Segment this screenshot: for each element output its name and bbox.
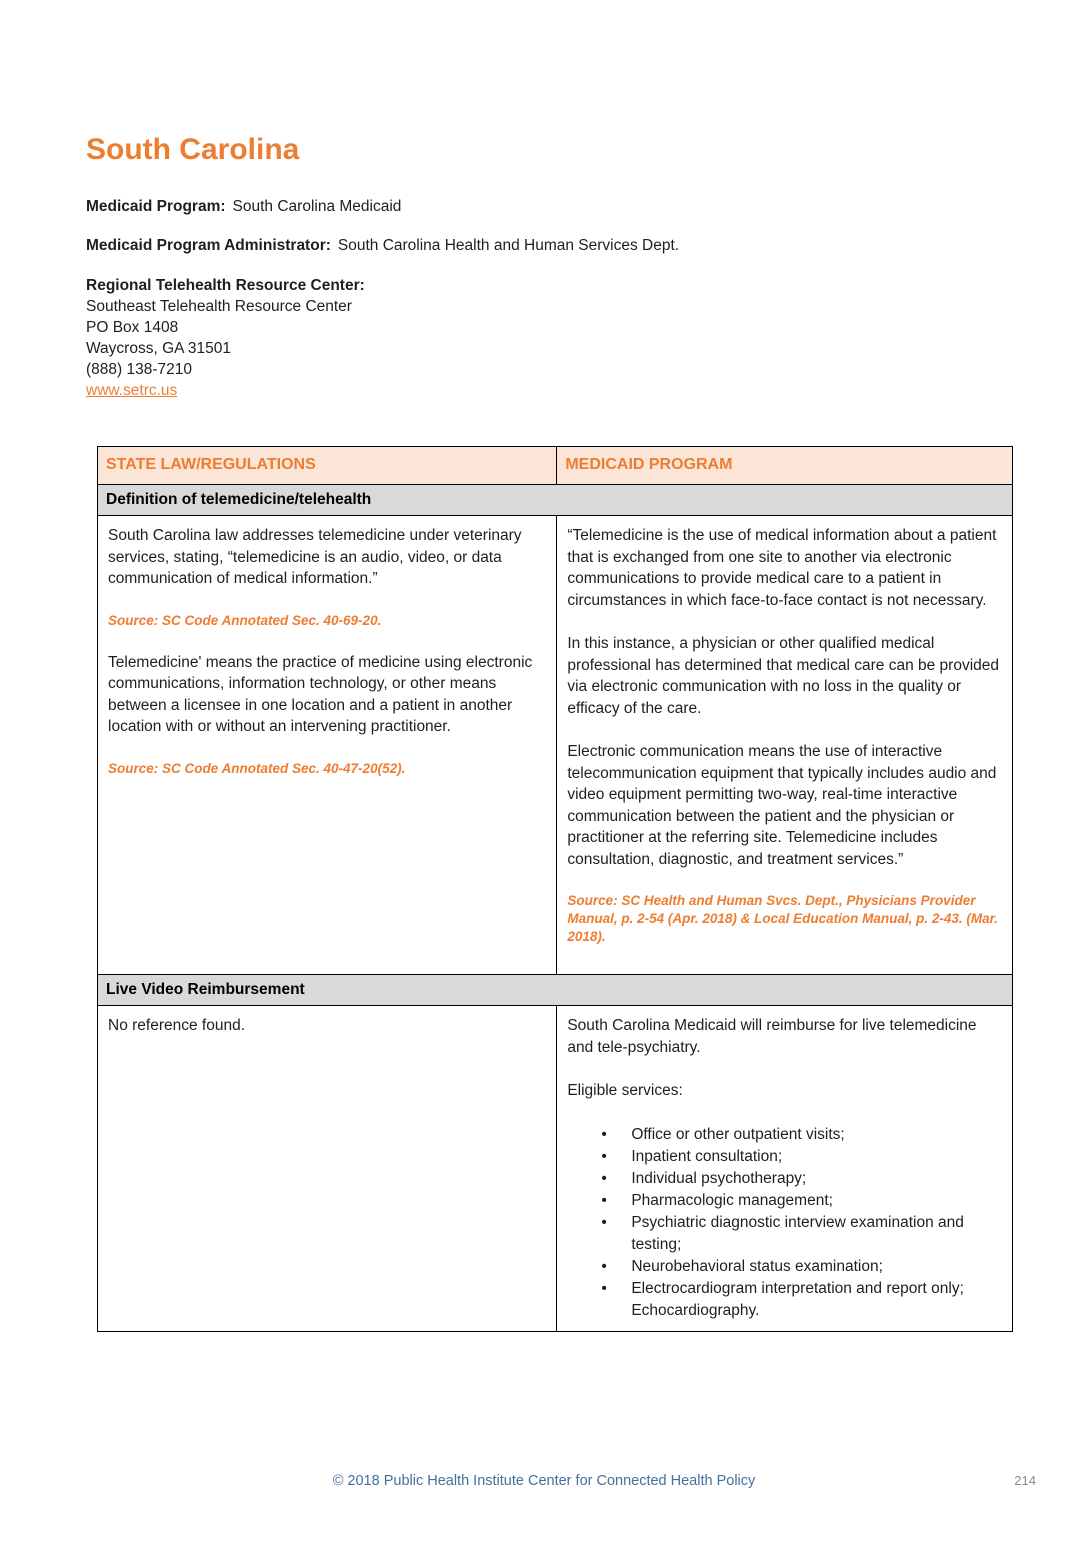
table-header-row bbox=[98, 447, 1013, 485]
list-item bbox=[601, 1212, 1002, 1256]
source-citation: Source: SC Code Annotated Sec. 40-47-20(52). bbox=[108, 760, 406, 776]
paragraph: South Carolina law addresses telemedicine under veterinary services, stating, “telemedicine is an audio, video, or data communication of medical information.” bbox=[108, 527, 522, 587]
program-info-block bbox=[86, 196, 1088, 401]
list-item bbox=[601, 1190, 1002, 1212]
list-item bbox=[601, 1146, 1002, 1168]
list-item bbox=[601, 1278, 1002, 1322]
table-row-definition-content bbox=[98, 516, 1013, 975]
medicaid-program-line bbox=[86, 196, 1088, 217]
list-item bbox=[601, 1168, 1002, 1190]
rtrc-city: Waycross, GA 31501 bbox=[86, 340, 232, 357]
column-header-state-law: STATE LAW/REGULATIONS bbox=[98, 447, 557, 485]
list-item bbox=[601, 1256, 1002, 1278]
definition-state-law-cell bbox=[98, 516, 557, 975]
definition-medicaid-cell bbox=[557, 516, 1013, 975]
rtrc-phone: (888) 138-7210 bbox=[86, 361, 192, 378]
administrator-label: Medicaid Program Administrator: bbox=[86, 237, 331, 254]
section-row-definition bbox=[98, 485, 1013, 516]
table-row-live-video-content bbox=[98, 1006, 1013, 1332]
bullet-icon: • bbox=[601, 1257, 607, 1275]
list-item-text: Office or other outpatient visits; bbox=[631, 1125, 845, 1143]
paragraph: In this instance, a physician or other qualified medical professional has determined that medical care can be provided via electronic communication with no loss in the quality or efficacy of the care. bbox=[567, 635, 999, 717]
live-video-medicaid-cell bbox=[557, 1006, 1013, 1332]
source-citation: Source: SC Code Annotated Sec. 40-69-20. bbox=[108, 612, 382, 628]
footer-copyright: © 2018 Public Health Institute Center for Connected Health Policy bbox=[332, 1473, 756, 1489]
bullet-icon: • bbox=[601, 1169, 607, 1187]
section-row-live-video bbox=[98, 975, 1013, 1006]
rtrc-name: Southeast Telehealth Resource Center bbox=[86, 298, 352, 315]
page-title: South Carolina bbox=[86, 133, 300, 166]
paragraph: South Carolina Medicaid will reimburse for live telemedicine and tele-psychiatry. bbox=[567, 1017, 977, 1056]
policy-table bbox=[97, 446, 1013, 1332]
list-item-text: Psychiatric diagnostic interview examination and testing; bbox=[631, 1213, 964, 1253]
eligible-services-list bbox=[567, 1124, 1002, 1322]
administrator-value: South Carolina Health and Human Services Dept. bbox=[337, 237, 680, 254]
paragraph: Electronic communication means the use of interactive telecommunication equipment that typically includes audio and video equipment permitting two-way, real-time interactive communication between the patient and the physician or practitioner at the referring site. Telemedicine includes consultation, diagnostic, and treatment services.” bbox=[567, 743, 997, 868]
bullet-icon: • bbox=[601, 1125, 607, 1143]
list-item-text: Neurobehavioral status examination; bbox=[631, 1257, 883, 1275]
source-citation: Source: SC Health and Human Svcs. Dept., Physicians Provider Manual, p. 2-54 (Apr. 2018) & Local Education Manual, p. 2-43. (Mar. 2018). bbox=[567, 893, 998, 944]
list-item-text: Pharmacologic management; bbox=[631, 1191, 833, 1209]
section-title-definition: Definition of telemedicine/telehealth bbox=[98, 485, 1013, 516]
page-number: 214 bbox=[1014, 1473, 1036, 1488]
list-item-text: Individual psychotherapy; bbox=[631, 1169, 807, 1187]
administrator-line bbox=[86, 235, 1088, 256]
bullet-icon: • bbox=[601, 1147, 607, 1165]
medicaid-program-value: South Carolina Medicaid bbox=[232, 198, 402, 215]
rtrc-label: Regional Telehealth Resource Center: bbox=[86, 277, 365, 294]
list-item-text: Electrocardiogram interpretation and report only; Echocardiography. bbox=[631, 1279, 964, 1319]
paragraph: Telemedicine' means the practice of medicine using electronic communications, information technology, or other means between a licensee in one location and a patient in another location with or without an intervening practitioner. bbox=[108, 653, 533, 735]
section-title-live-video: Live Video Reimbursement bbox=[98, 975, 1013, 1006]
bullet-icon: • bbox=[601, 1191, 607, 1209]
live-video-state-law-cell bbox=[98, 1006, 557, 1332]
list-item-text: Inpatient consultation; bbox=[631, 1147, 783, 1165]
paragraph: Eligible services: bbox=[567, 1082, 683, 1099]
paragraph: No reference found. bbox=[108, 1017, 246, 1034]
column-header-medicaid-program: MEDICAID PROGRAM bbox=[557, 447, 1013, 485]
rtrc-website-link[interactable]: www.setrc.us bbox=[86, 382, 178, 399]
rtrc-po-box: PO Box 1408 bbox=[86, 319, 179, 336]
bullet-icon: • bbox=[601, 1213, 607, 1231]
medicaid-program-label: Medicaid Program: bbox=[86, 198, 226, 215]
list-item bbox=[601, 1124, 1002, 1146]
paragraph: “Telemedicine is the use of medical information about a patient that is exchanged from one site to another via electronic communications to provide medical care to a patient in circumstances in which face-to-face contact is not necessary. bbox=[567, 527, 997, 609]
bullet-icon: • bbox=[601, 1279, 607, 1297]
